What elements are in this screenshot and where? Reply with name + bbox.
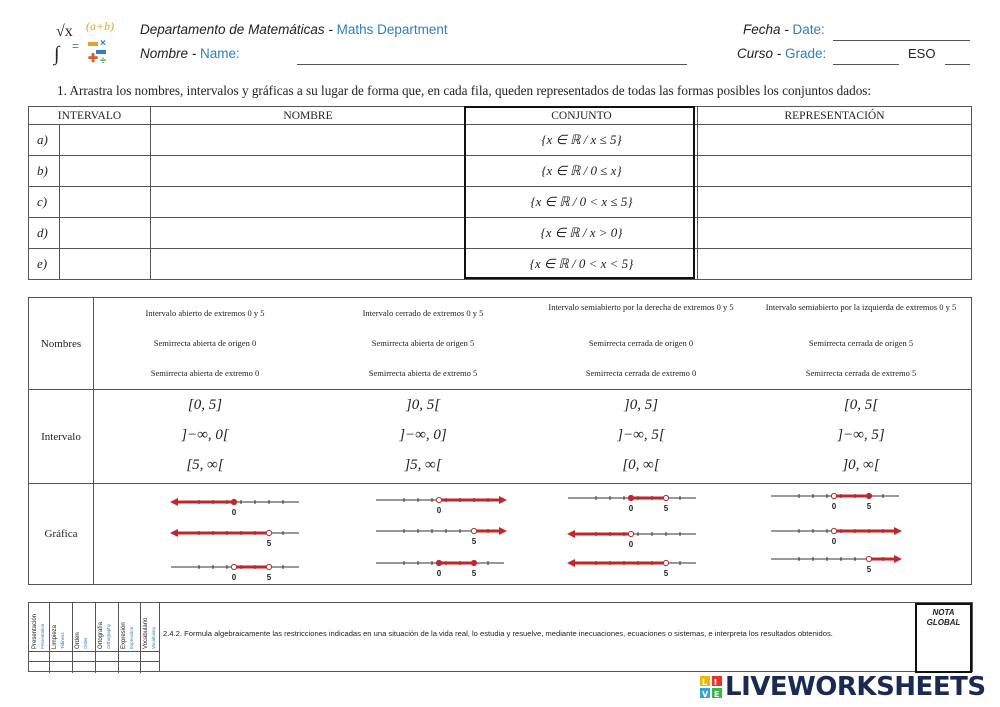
- closed-point: [628, 495, 633, 500]
- tick-label: 0: [628, 504, 634, 513]
- department-logo: [52, 20, 118, 66]
- criterion-label: [121, 603, 134, 651]
- nota-global-box[interactable]: [915, 603, 972, 673]
- closed-point: [231, 499, 236, 504]
- draggable-interval[interactable]: ]−∞, 0[: [181, 427, 229, 443]
- tick-label: 0: [831, 537, 837, 546]
- eso-label: ESO: [908, 46, 936, 61]
- draggable-interval[interactable]: [0, 5]: [187, 397, 223, 413]
- criterion-es: Limpieza: [52, 624, 58, 649]
- conjunto-cell: {x ∈ ℝ / x ≤ 5}: [466, 125, 698, 156]
- arrow-left: [170, 498, 178, 506]
- row-label: c): [29, 187, 60, 218]
- criterion-text: [75, 632, 89, 649]
- header-representacion: REPRESENTACIÓN: [698, 107, 972, 125]
- date-field[interactable]: [833, 40, 970, 41]
- rubric-table: [28, 602, 973, 672]
- svg-text:L: L: [702, 678, 708, 687]
- header-intervalo: INTERVALO: [29, 107, 151, 125]
- tick-label: 0: [831, 502, 837, 511]
- conjunto-cell: {x ∈ ℝ / 0 ≤ x}: [466, 156, 698, 187]
- liveworksheets-brand: [700, 672, 986, 702]
- tick-label: 0: [628, 540, 634, 549]
- draggable-name[interactable]: Intervalo cerrado de extremos 0 y 5: [362, 308, 484, 318]
- criterion-en: Vocabulary: [151, 626, 156, 649]
- draggable-name[interactable]: Semirrecta abierta de origen 5: [371, 338, 475, 348]
- tick-label: 5: [663, 569, 669, 578]
- drop-cell-nombre[interactable]: [151, 156, 466, 187]
- criterion-en: Expression: [129, 626, 134, 649]
- standard-text: 2.4.2. Formula algebraicamente las restricciones indicadas en una situación de la vida real, lo estudia y resuelve, mediante inecuaciones, ecuaciones o sistemas, e interpreta los resultados obtenidos.: [163, 629, 833, 638]
- nota-label: NOTA: [932, 608, 955, 617]
- criterion-es: Ortografía: [98, 621, 104, 649]
- draggable-interval[interactable]: ]0, ∞[: [842, 457, 880, 473]
- open-point: [663, 560, 668, 565]
- sep: -: [773, 46, 786, 61]
- draggable-name[interactable]: Semirrecta cerrada de extremo 5: [805, 368, 917, 378]
- arrow-right: [499, 527, 507, 535]
- draggable-interval[interactable]: ]5, ∞[: [404, 457, 442, 473]
- row-label: b): [29, 156, 60, 187]
- drop-cell-intervalo[interactable]: [60, 125, 151, 156]
- draggable-interval[interactable]: ]0, 5]: [623, 397, 659, 413]
- name-field[interactable]: [297, 64, 687, 65]
- open-point: [866, 556, 871, 561]
- logo-formula: (a+b): [86, 19, 115, 33]
- grade-en: Grade:: [785, 46, 827, 61]
- criterion-text: [143, 618, 157, 649]
- instruction-text: 1. Arrastra los nombres, intervalos y gráficas a su lugar de forma que, en cada fila, queden representados de todas las formas posibles los conjuntos dados:: [57, 83, 872, 98]
- criterion-label: [75, 603, 88, 651]
- divider: [29, 389, 971, 390]
- tick-label: 5: [471, 569, 477, 578]
- arrow-right: [499, 496, 507, 504]
- svg-text:=: =: [72, 39, 80, 53]
- divider: [29, 651, 159, 652]
- draggable-interval[interactable]: [0, 5[: [843, 397, 879, 413]
- department-en: Maths Department: [336, 22, 448, 37]
- svg-text:I: I: [714, 678, 717, 687]
- open-point: [831, 493, 836, 498]
- row-label-grafica: Gráfica: [44, 528, 78, 540]
- tick-label: 0: [231, 508, 237, 517]
- svg-text:E: E: [714, 690, 720, 698]
- eso-field[interactable]: [945, 64, 970, 65]
- drop-cell-intervalo[interactable]: [60, 249, 151, 280]
- draggable-name[interactable]: Semirrecta cerrada de extremo 0: [585, 368, 697, 378]
- draggable-interval[interactable]: [0, ∞[: [622, 457, 660, 473]
- header-conjunto: CONJUNTO: [466, 107, 698, 125]
- drop-cell-nombre[interactable]: [151, 125, 466, 156]
- sets-table: [28, 106, 972, 280]
- draggable-graph[interactable]: [769, 525, 904, 549]
- date-en: Date:: [792, 22, 825, 37]
- course-es: Curso: [737, 46, 774, 61]
- criterion-label: [98, 603, 111, 651]
- divider: [29, 661, 159, 662]
- table-row: [29, 125, 972, 156]
- criterion-es: Expresión: [121, 622, 127, 649]
- draggable-graph[interactable]: [566, 557, 701, 581]
- date-label: [743, 22, 825, 37]
- criterion-text: [98, 622, 112, 649]
- svg-text:×: ×: [100, 38, 106, 49]
- draggable-interval[interactable]: ]0, 5[: [405, 397, 441, 413]
- table-row: [29, 187, 972, 218]
- draggable-name[interactable]: Semirrecta cerrada de origen 0: [588, 338, 694, 348]
- conjunto-cell: {x ∈ ℝ / 0 < x < 5}: [466, 249, 698, 280]
- conjunto-cell: {x ∈ ℝ / x > 0}: [466, 218, 698, 249]
- open-point: [266, 564, 271, 569]
- tick-label: 0: [436, 569, 442, 578]
- criterion-en: Order: [83, 637, 88, 649]
- draggable-graph[interactable]: [566, 528, 701, 552]
- draggable-interval[interactable]: ]−∞, 0]: [399, 427, 447, 443]
- tick-label: 5: [663, 504, 669, 513]
- open-point: [231, 564, 236, 569]
- divider: [140, 603, 141, 673]
- svg-text:✚: ✚: [88, 51, 99, 65]
- draggable-name[interactable]: Semirrecta abierta de extremo 0: [150, 368, 260, 378]
- tick-label: 0: [231, 573, 237, 582]
- name-es: Nombre: [140, 46, 189, 61]
- header-nombre: NOMBRE: [151, 107, 466, 125]
- open-point: [436, 497, 441, 502]
- drop-cell-representacion[interactable]: [698, 156, 972, 187]
- open-point: [628, 531, 633, 536]
- criterion-label: [32, 603, 45, 651]
- criterion-en: Orthography: [106, 623, 111, 649]
- arrow-right: [894, 555, 902, 563]
- draggable-name[interactable]: Intervalo semiabierto por la izquierda de extremos 0 y 5: [765, 302, 957, 312]
- draggable-graph[interactable]: [374, 494, 509, 518]
- criterion-label: [143, 603, 156, 651]
- criterion-text: [121, 622, 135, 649]
- drop-cell-intervalo[interactable]: [60, 156, 151, 187]
- divider: [159, 603, 160, 671]
- divider: [49, 603, 50, 673]
- criterion-es: Orden: [75, 632, 81, 649]
- svg-text:∫: ∫: [54, 43, 60, 65]
- row-label: e): [29, 249, 60, 280]
- course-field[interactable]: [833, 64, 899, 65]
- divider: [95, 603, 96, 673]
- tick-label: 5: [866, 565, 872, 574]
- open-point: [663, 495, 668, 500]
- table-row: [29, 218, 972, 249]
- draggable-graph[interactable]: [769, 553, 904, 577]
- drop-cell-intervalo[interactable]: [60, 187, 151, 218]
- drop-cell-representacion[interactable]: [698, 218, 972, 249]
- draggable-name[interactable]: Intervalo semiabierto por la derecha de extremos 0 y 5: [548, 302, 734, 312]
- draggable-interval[interactable]: [5, ∞[: [186, 457, 224, 473]
- course-label: [737, 46, 826, 61]
- criterion-en: Presentation: [40, 623, 45, 649]
- conjunto-cell: {x ∈ ℝ / 0 < x ≤ 5}: [466, 187, 698, 218]
- arrow-left: [170, 529, 178, 537]
- closed-point: [866, 493, 871, 498]
- draggable-graph[interactable]: [169, 561, 304, 585]
- name-label: [140, 46, 240, 61]
- svg-text:÷: ÷: [100, 55, 107, 66]
- sep: -: [188, 46, 201, 61]
- criterion-es: Vocabulario: [143, 617, 149, 649]
- open-point: [266, 530, 271, 535]
- drop-cell-nombre[interactable]: [151, 218, 466, 249]
- draggable-name[interactable]: Semirrecta abierta de extremo 5: [368, 368, 478, 378]
- row-label: a): [29, 125, 60, 156]
- arrow-left: [567, 559, 575, 567]
- tick-label: 0: [436, 506, 442, 515]
- draggable-graph[interactable]: [769, 490, 904, 514]
- svg-text:√x: √x: [56, 23, 73, 40]
- svg-text:V: V: [702, 690, 709, 698]
- closed-point: [471, 560, 476, 565]
- criterion-text: [32, 614, 46, 649]
- closed-point: [436, 560, 441, 565]
- arrow-left: [567, 530, 575, 538]
- arrow-right: [894, 527, 902, 535]
- department-title: [140, 22, 448, 37]
- draggable-graph[interactable]: [374, 525, 509, 549]
- department-es: Departamento de Matemáticas: [140, 22, 325, 37]
- name-en: Name:: [200, 46, 240, 61]
- open-point: [471, 528, 476, 533]
- drop-cell-nombre[interactable]: [151, 187, 466, 218]
- draggable-interval[interactable]: ]−∞, 5]: [837, 427, 885, 443]
- divider: [93, 298, 94, 584]
- drop-cell-representacion[interactable]: [698, 249, 972, 280]
- table-row: [29, 156, 972, 187]
- drop-cell-nombre[interactable]: [151, 249, 466, 280]
- tick-label: 5: [471, 537, 477, 546]
- brand-text: LIVEWORKSHEETS: [725, 672, 986, 702]
- date-es: Fecha: [743, 22, 781, 37]
- drop-cell-representacion[interactable]: [698, 187, 972, 218]
- open-point: [831, 528, 836, 533]
- drop-cell-intervalo[interactable]: [60, 218, 151, 249]
- criterion-en: Tidiness: [60, 632, 65, 649]
- table-row: [29, 249, 972, 280]
- sep: -: [324, 22, 337, 37]
- global-label: GLOBAL: [926, 618, 961, 627]
- row-label: d): [29, 218, 60, 249]
- criterion-label: [52, 603, 65, 651]
- tick-label: 5: [266, 539, 272, 548]
- criterion-text: [52, 625, 66, 649]
- liveworksheets-logo-icon: [700, 676, 722, 698]
- divider: [29, 483, 971, 484]
- draggable-graph[interactable]: [374, 557, 509, 581]
- row-label-intervalo: Intervalo: [41, 431, 81, 443]
- draggable-name[interactable]: Semirrecta abierta de origen 0: [153, 338, 257, 348]
- draggable-name[interactable]: Semirrecta cerrada de origen 5: [808, 338, 914, 348]
- tick-label: 5: [866, 502, 872, 511]
- draggable-name[interactable]: Intervalo abierto de extremos 0 y 5: [145, 308, 265, 318]
- draggable-graph[interactable]: [169, 527, 304, 551]
- draggable-interval[interactable]: ]−∞, 5[: [617, 427, 665, 443]
- draggable-graph[interactable]: [169, 496, 304, 520]
- criterion-es: Presentación: [32, 613, 38, 649]
- tick-label: 5: [266, 573, 272, 582]
- sep: -: [780, 22, 793, 37]
- divider: [72, 603, 73, 673]
- draggable-graph[interactable]: [566, 492, 701, 516]
- divider: [118, 603, 119, 673]
- options-table: [28, 297, 972, 585]
- row-label-nombres: Nombres: [40, 338, 82, 350]
- drop-cell-representacion[interactable]: [698, 125, 972, 156]
